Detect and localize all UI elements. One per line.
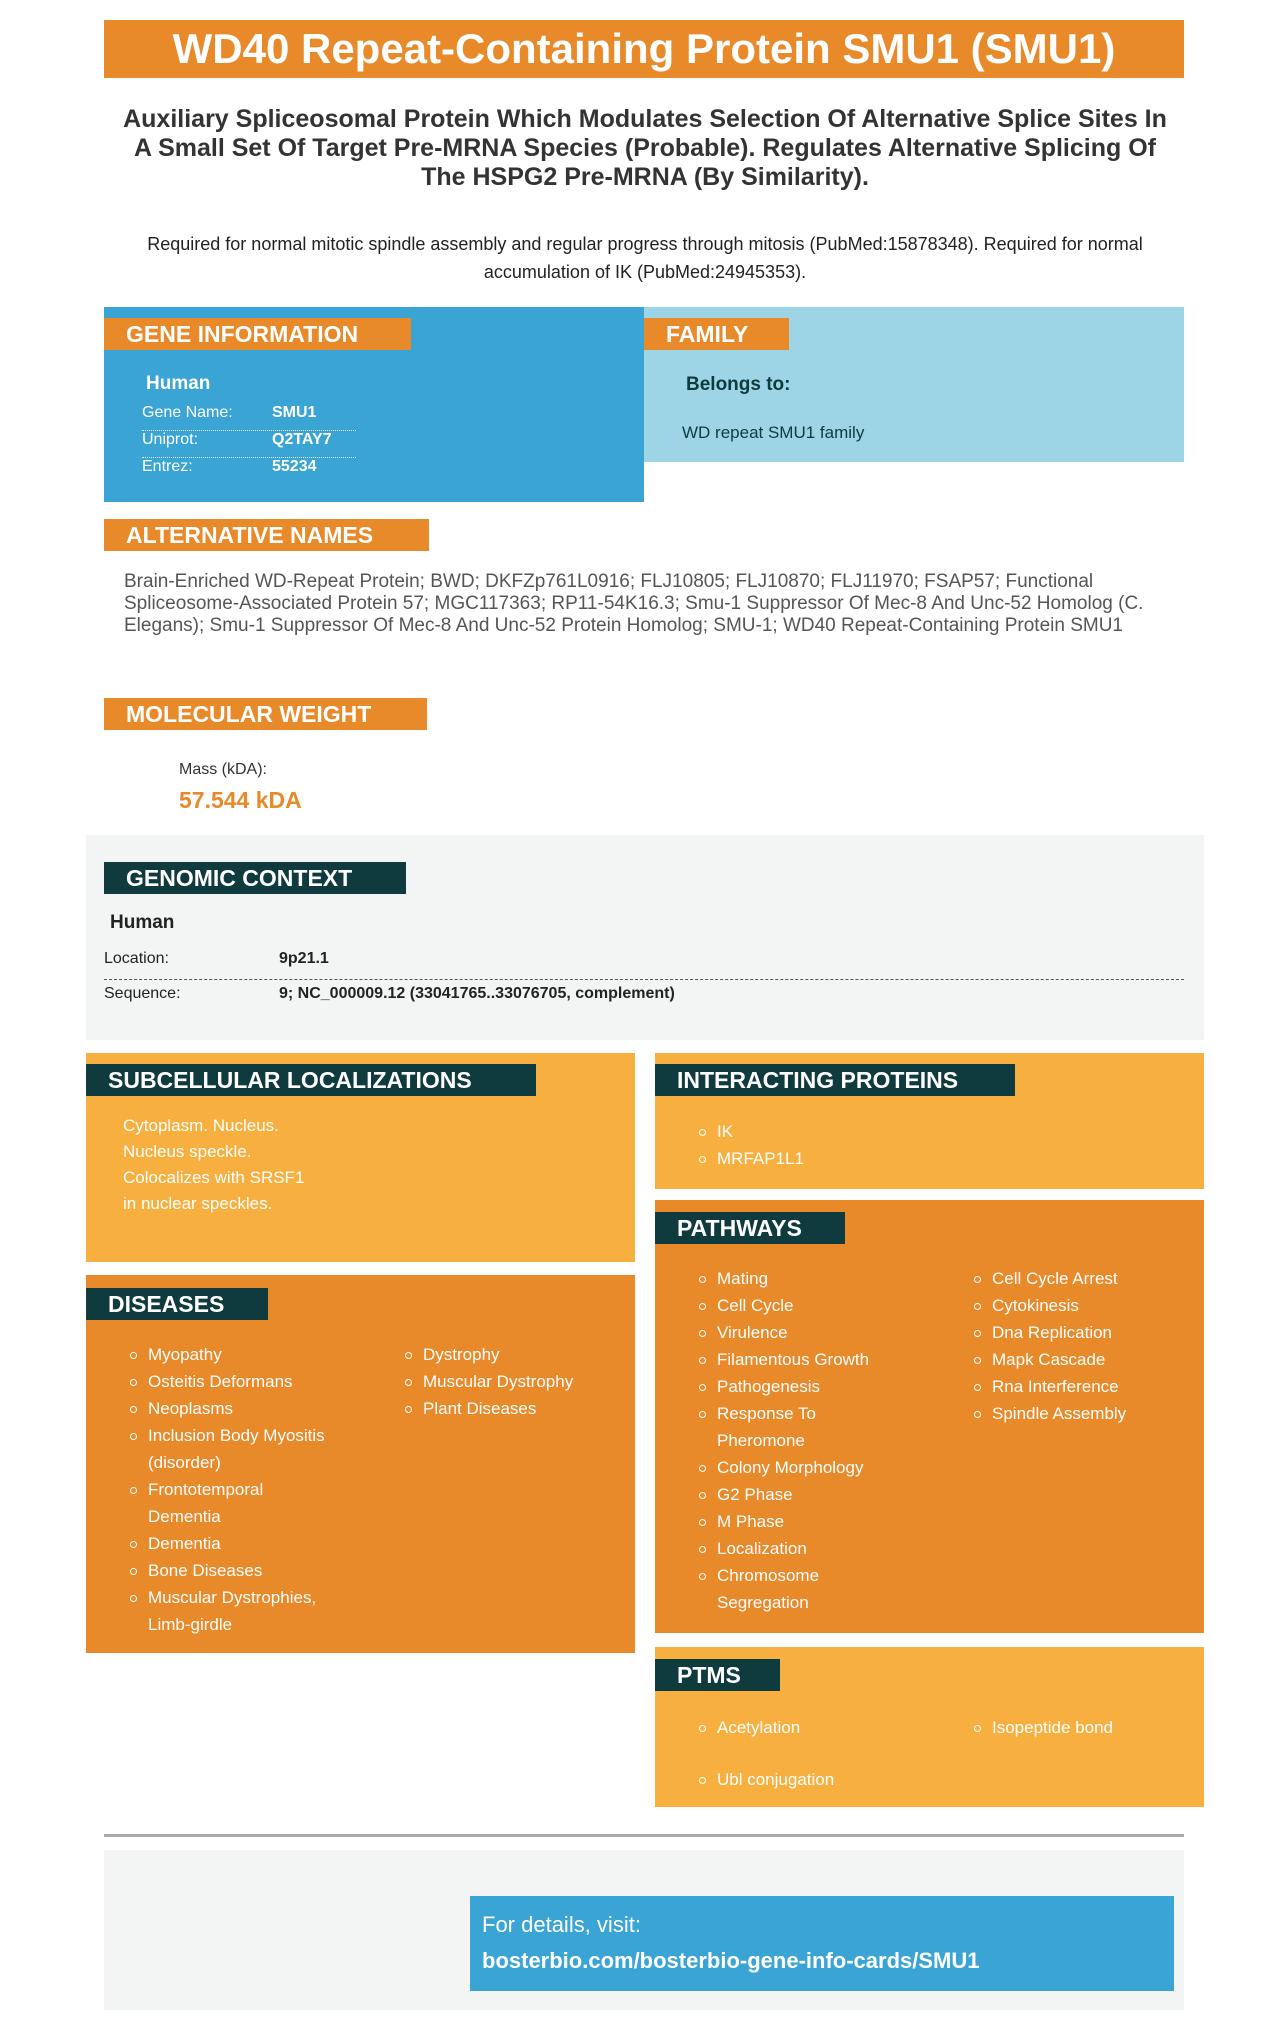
diseases-heading: DISEASES <box>86 1288 268 1320</box>
list-item: Osteitis Deformans <box>128 1368 368 1395</box>
list-item: Dementia <box>128 1530 368 1557</box>
diseases-panel <box>86 1275 635 1653</box>
gene-information-heading: GENE INFORMATION <box>104 318 411 350</box>
entrez-row <box>142 458 356 484</box>
mass-value: 57.544 kDA <box>179 787 302 813</box>
entrez-label: Entrez: <box>142 458 193 475</box>
pathways-panel <box>655 1200 1204 1633</box>
location-row <box>104 950 1184 980</box>
list-item: Mapk Cascade <box>972 1346 1192 1373</box>
list-item: Acetylation <box>697 1714 937 1741</box>
details-box <box>470 1896 1174 1991</box>
list-item: Localization <box>697 1535 937 1562</box>
location-label: Location: <box>104 950 169 967</box>
gene-name-value: SMU1 <box>272 404 317 421</box>
uniprot-value: Q2TAY7 <box>272 431 332 448</box>
diseases-list-1 <box>128 1341 368 1638</box>
list-item: Cell Cycle Arrest <box>972 1265 1192 1292</box>
interacting-proteins-list <box>697 1118 997 1172</box>
list-item: Colony Morphology <box>697 1454 937 1481</box>
list-item: Myopathy <box>128 1341 368 1368</box>
list-item: Response To Pheromone <box>697 1400 837 1454</box>
ptms-list-1 <box>697 1714 937 1793</box>
subcellular-heading: SUBCELLULAR LOCALIZATIONS <box>86 1064 536 1096</box>
page-title: WD40 Repeat-Containing Protein SMU1 (SMU1) <box>104 20 1184 78</box>
subcellular-panel <box>86 1053 635 1262</box>
list-item: Dna Replication <box>972 1319 1192 1346</box>
family-value: WD repeat SMU1 family <box>682 423 865 442</box>
pathways-list-1 <box>697 1265 937 1616</box>
uniprot-row <box>142 431 356 458</box>
footer-divider <box>104 1834 1184 1837</box>
list-item: Pathogenesis <box>697 1373 937 1400</box>
list-item: M Phase <box>697 1508 937 1535</box>
list-item: Dystrophy <box>403 1341 623 1368</box>
subcellular-text <box>123 1113 304 1217</box>
list-item: Spindle Assembly <box>972 1400 1192 1427</box>
family-panel <box>644 307 1184 462</box>
list-item: MRFAP1L1 <box>697 1145 997 1172</box>
list-item: Rna Interference <box>972 1373 1192 1400</box>
protein-description: Required for normal mitotic spindle assembly and regular progress through mitosis (PubMed:15878348). Required for normal accumulation of IK (PubMed:24945353). <box>147 234 1143 282</box>
list-item: IK <box>697 1118 997 1145</box>
details-label: For details, visit: <box>482 1912 641 1937</box>
ptms-list-2 <box>972 1714 1192 1741</box>
list-item: Virulence <box>697 1319 937 1346</box>
list-item: Cytokinesis <box>972 1292 1192 1319</box>
pathways-list-2 <box>972 1265 1192 1427</box>
family-belongs-label: Belongs to: <box>686 374 791 395</box>
location-value: 9p21.1 <box>279 950 329 967</box>
gene-name-row <box>142 404 356 431</box>
genomic-context-heading: GENOMIC CONTEXT <box>104 862 406 894</box>
list-item: Muscular Dystrophy <box>403 1368 623 1395</box>
gene-name-label: Gene Name: <box>142 404 233 421</box>
alternative-names-heading: ALTERNATIVE NAMES <box>104 519 429 551</box>
list-item: Cell Cycle <box>697 1292 937 1319</box>
list-item: Ubl conjugation <box>697 1766 937 1793</box>
gene-information-panel <box>104 307 644 502</box>
subcellular-line: Nucleus speckle. <box>123 1142 252 1161</box>
uniprot-label: Uniprot: <box>142 431 199 448</box>
subcellular-line: Cytoplasm. Nucleus. <box>123 1116 279 1135</box>
interacting-proteins-panel <box>655 1053 1204 1189</box>
alternative-names-text: Brain-Enriched WD-Repeat Protein; BWD; DKFZp761L0916; FLJ10805; FLJ10870; FLJ11970; FSAP57; Functional Spliceosome-Associated Protein 57; MGC117363; RP11-54K16.3; Smu-1 Suppressor Of Mec-8 And Unc-52 Homolog (C. Elegans); Smu-1 Suppressor Of Mec-8 And Unc-52 Protein Homolog; SMU-1; WD40 Repeat-Containing Protein SMU1 <box>124 571 1144 636</box>
entrez-value: 55234 <box>272 458 317 475</box>
list-item: Mating <box>697 1265 937 1292</box>
molecular-weight-heading: MOLECULAR WEIGHT <box>104 698 427 730</box>
list-item: Plant Diseases <box>403 1395 623 1422</box>
interacting-proteins-heading: INTERACTING PROTEINS <box>655 1064 1015 1096</box>
list-item: Isopeptide bond <box>972 1714 1192 1741</box>
list-item: Muscular Dystrophies, Limb-girdle <box>128 1584 348 1638</box>
list-item: Frontotemporal Dementia <box>128 1476 298 1530</box>
subcellular-line: Colocalizes with SRSF1 <box>123 1168 305 1187</box>
sequence-value: 9; NC_000009.12 (33041765..33076705, complement) <box>279 985 675 1002</box>
ptms-heading: PTMS <box>655 1659 780 1691</box>
diseases-list-2 <box>403 1341 623 1422</box>
genomic-species: Human <box>110 912 175 933</box>
ptms-panel <box>655 1647 1204 1807</box>
pathways-heading: PATHWAYS <box>655 1212 845 1244</box>
mass-label: Mass (kDA): <box>179 761 267 778</box>
family-heading: FAMILY <box>644 318 789 350</box>
gene-species: Human <box>146 373 211 394</box>
list-item: Inclusion Body Myositis (disorder) <box>128 1422 368 1476</box>
list-item: Filamentous Growth <box>697 1346 937 1373</box>
protein-summary: Auxiliary Spliceosomal Protein Which Modulates Selection Of Alternative Splice Sites In A Small Set Of Target Pre-MRNA Species (Probable). Regulates Alternative Splicing Of The HSPG2 Pre-MRNA (By Similarity). <box>123 105 1167 191</box>
list-item: Chromosome Segregation <box>697 1562 837 1616</box>
sequence-row <box>104 985 1184 1011</box>
list-item: Bone Diseases <box>128 1557 368 1584</box>
list-item: G2 Phase <box>697 1481 937 1508</box>
subcellular-line: in nuclear speckles. <box>123 1194 273 1213</box>
list-item: Neoplasms <box>128 1395 368 1422</box>
sequence-label: Sequence: <box>104 985 181 1002</box>
details-link[interactable]: bosterbio.com/bosterbio-gene-info-cards/SMU1 <box>482 1948 980 1973</box>
